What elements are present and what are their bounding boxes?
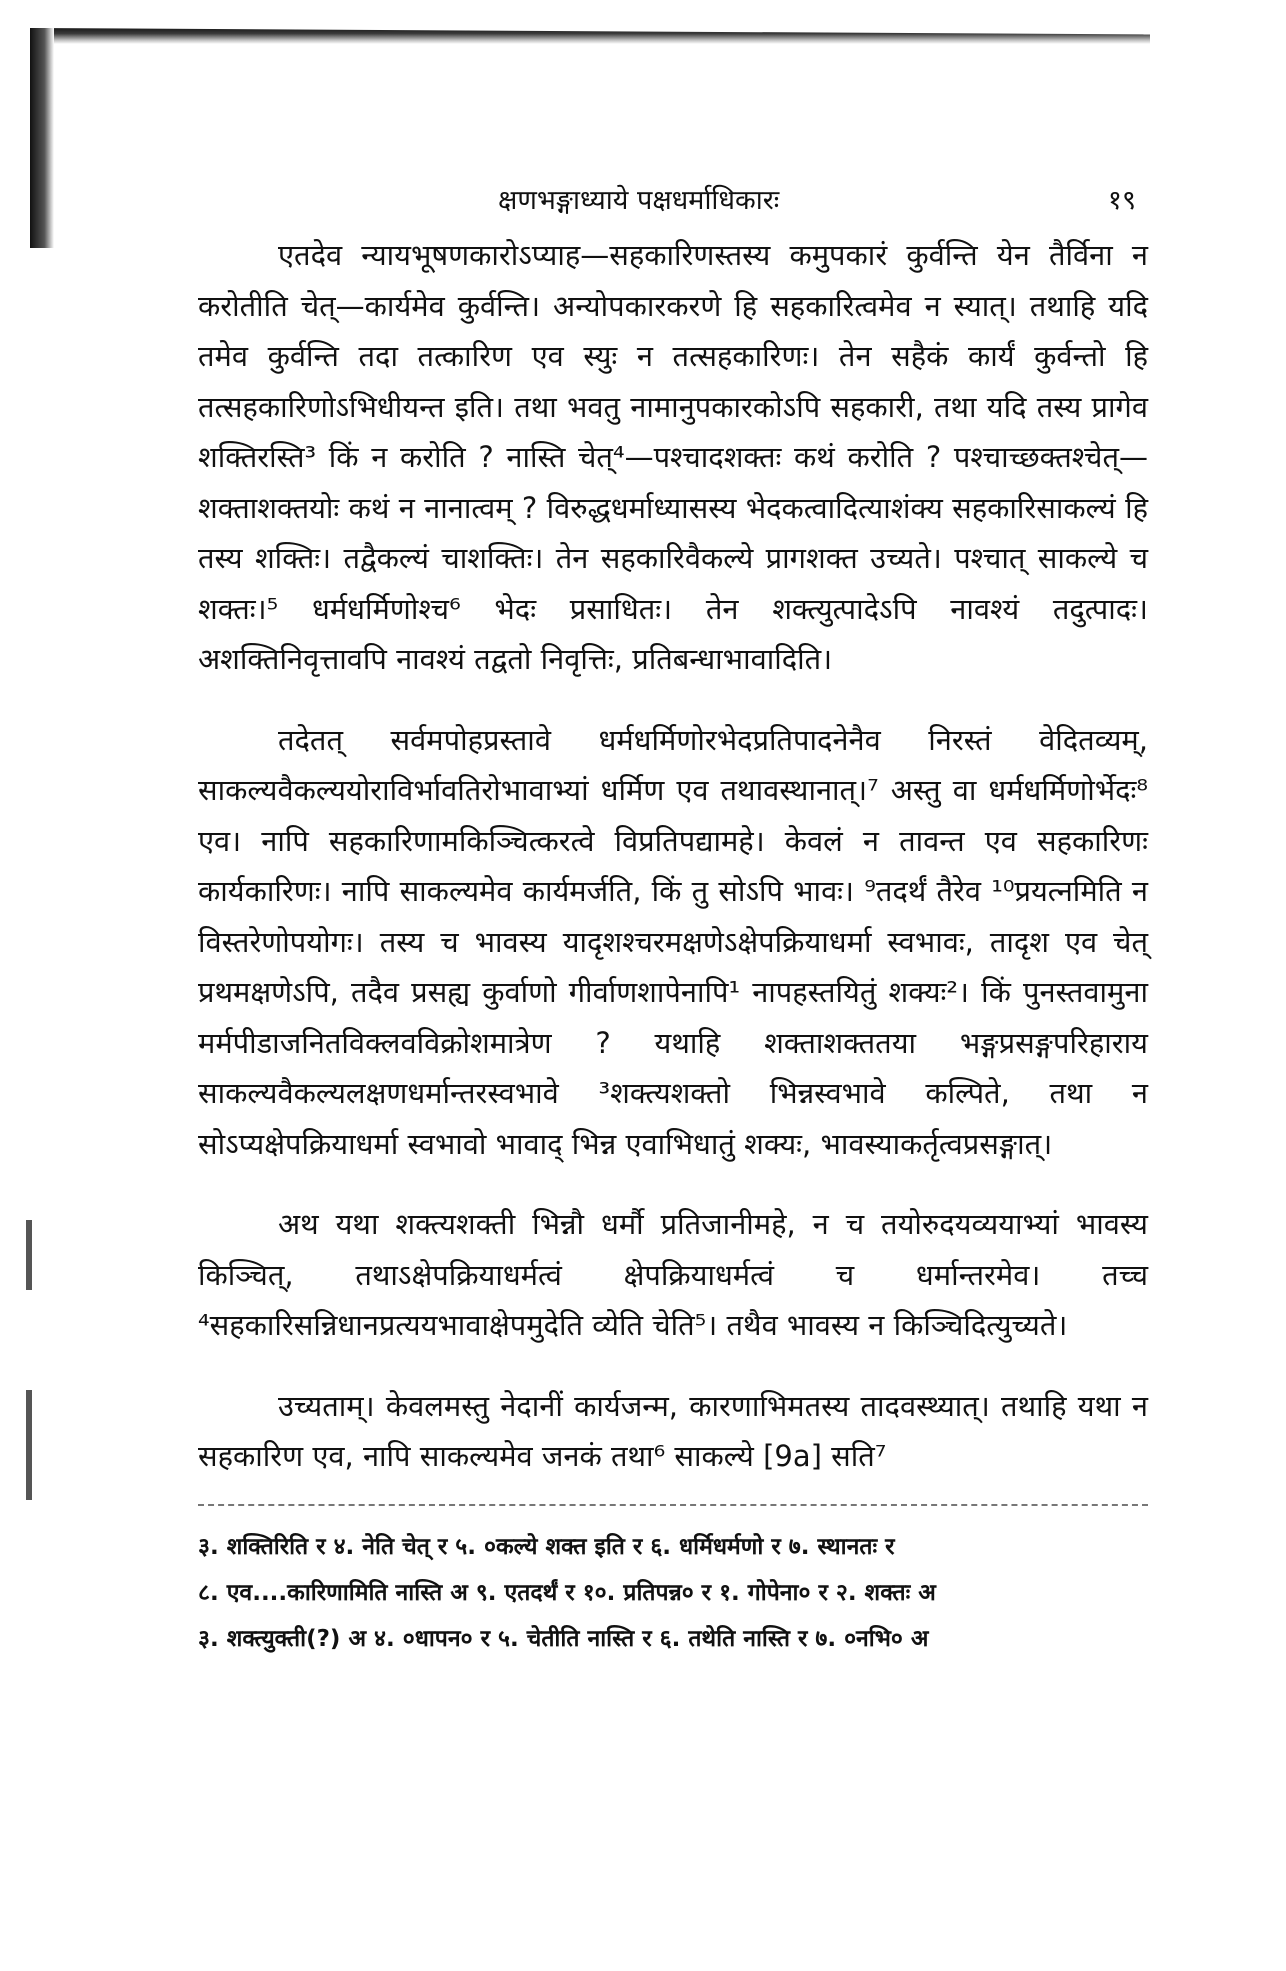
footnote-line: ३. शक्तिरिति र ४. नेति चेत् र ५. ०कल्ये शक्त इति र ६. धर्मिधर्मणो र ७. स्थानतः र bbox=[198, 1533, 895, 1560]
scan-edge-top bbox=[30, 28, 1150, 44]
page bbox=[198, 180, 1148, 1662]
footnote-line: ८. एव....कारिणामिति नास्ति अ ९. एतदर्थं र १०. प्रतिपन्न० र १. गोपेना० र २. शक्तः अ bbox=[198, 1579, 936, 1606]
footnote-rule bbox=[198, 1504, 1148, 1506]
paragraph: एतदेव न्यायभूषणकारोऽप्याह—सहकारिणस्तस्य कमुपकारं कुर्वन्ति येन तैर्विना न करोतीति चेत्—कार्यमेव कुर्वन्ति। अन्योपकारकरणे हि सहकारित्वमेव न स्यात्। तथाहि यदि तमेव कुर्वन्ति तदा तत्कारिण एव स्युः न तत्सहकारिणः। तेन सहैकं कार्यं कुर्वन्तो हि तत्सहकारिणोऽभिधीयन्त इति। तथा भवतु नामानुपकारकोऽपि सहकारी, तथा यदि तस्य प्रागेव शक्तिरस्ति³ किं न करोति ? नास्ति चेत्⁴—पश्चादशक्तः कथं करोति ? पश्चाच्छक्तश्चेत्—शक्ताशक्तयोः कथं न नानात्वम् ? विरुद्धधर्माध्यासस्य भेदकत्वादित्याशंक्य सहकारिसाकल्यं हि तस्य शक्तिः। तद्वैकल्यं चाशक्तिः। तेन सहकारिवैकल्ये प्रागशक्त उच्यते। पश्चात् साकल्ये च शक्तः।⁵ धर्मधर्मिणोश्च⁶ भेदः प्रसाधितः। तेन शक्त्युत्पादेऽपि नावश्यं तदुत्पादः। अशक्तिनिवृत्तावपि नावश्यं तद्वतो निवृत्तिः, प्रतिबन्धाभावादिति। bbox=[198, 238, 1148, 676]
paragraph: तदेतत् सर्वमपोहप्रस्तावे धर्मधर्मिणोरभेदप्रतिपादनेनैव निरस्तं वेदितव्यम्, साकल्यवैकल्ययोराविर्भावतिरोभावाभ्यां धर्मिण एव तथावस्थानात्।⁷ अस्तु वा धर्मधर्मिणोर्भेदः⁸ एव। नापि सहकारिणामकिञ्चित्करत्वे विप्रतिपद्यामहे। केवलं न तावन्त एव सहकारिणः कार्यकारिणः। नापि साकल्यमेव कार्यमर्जति, किं तु सोऽपि भावः। ⁹तदर्थं तैरेव ¹⁰प्रयत्नमिति न विस्तरेणोपयोगः। तस्य च भावस्य यादृशश्चरमक्षणेऽक्षेपक्रियाधर्मा स्वभावः, तादृश एव चेत् प्रथमक्षणेऽपि, तदैव प्रसह्य कुर्वाणो गीर्वाणशापेनापि¹ नापहस्तयितुं शक्यः²। किं पुनस्तवामुना मर्मपीडाजनितविक्लवविक्रोशमात्रेण ? यथाहि शक्ताशक्ततया भङ्गप्रसङ्गपरिहाराय साकल्यवैकल्यलक्षणधर्मान्तरस्वभावे ³शक्त्यशक्तो भिन्नस्वभावे कल्पिते, तथा न सोऽप्यक्षेपक्रियाधर्मा स्वभावो भावाद् भिन्न एवाभिधातुं शक्यः, भावस्याकर्तृत्वप्रसङ्गात्। bbox=[198, 722, 1148, 1161]
running-head-title: क्षणभङ्गाध्याये पक्षधर्माधिकारः bbox=[498, 185, 780, 216]
paragraph: अथ यथा शक्त्यशक्ती भिन्नौ धर्मौ प्रतिजानीमहे, न च तयोरुदयव्ययाभ्यां भावस्य किञ्चित्, तथाऽक्षेपक्रियाधर्मत्वं क्षेपक्रियाधर्मत्वं च धर्मान्तरमेव। तच्च ⁴सहकारिसन्निधानप्रत्ययभावाक्षेपमुदेति व्येति चेति⁵। तथैव भावस्य न किञ्चिदित्युच्यते। bbox=[198, 1207, 1148, 1342]
scan-edge-left bbox=[30, 28, 54, 248]
scan-mark bbox=[26, 1390, 32, 1500]
footnote-line: ३. शक्त्युक्ती(?) अ ४. ०धापन० र ५. चेतीति नास्ति र ६. तथेति नास्ति र ७. ०नभि० अ bbox=[198, 1625, 929, 1652]
paragraph: उच्यताम्। केवलमस्तु नेदानीं कार्यजन्म, कारणाभिमतस्य तादवस्थ्यात्। तथाहि यथा न सहकारिण एव, नापि साकल्यमेव जनकं तथा⁶ साकल्ये [9a] सति⁷ bbox=[198, 1388, 1148, 1473]
page-number: १९ bbox=[1107, 185, 1136, 216]
running-head bbox=[198, 180, 1148, 230]
scan-mark bbox=[26, 1220, 32, 1290]
